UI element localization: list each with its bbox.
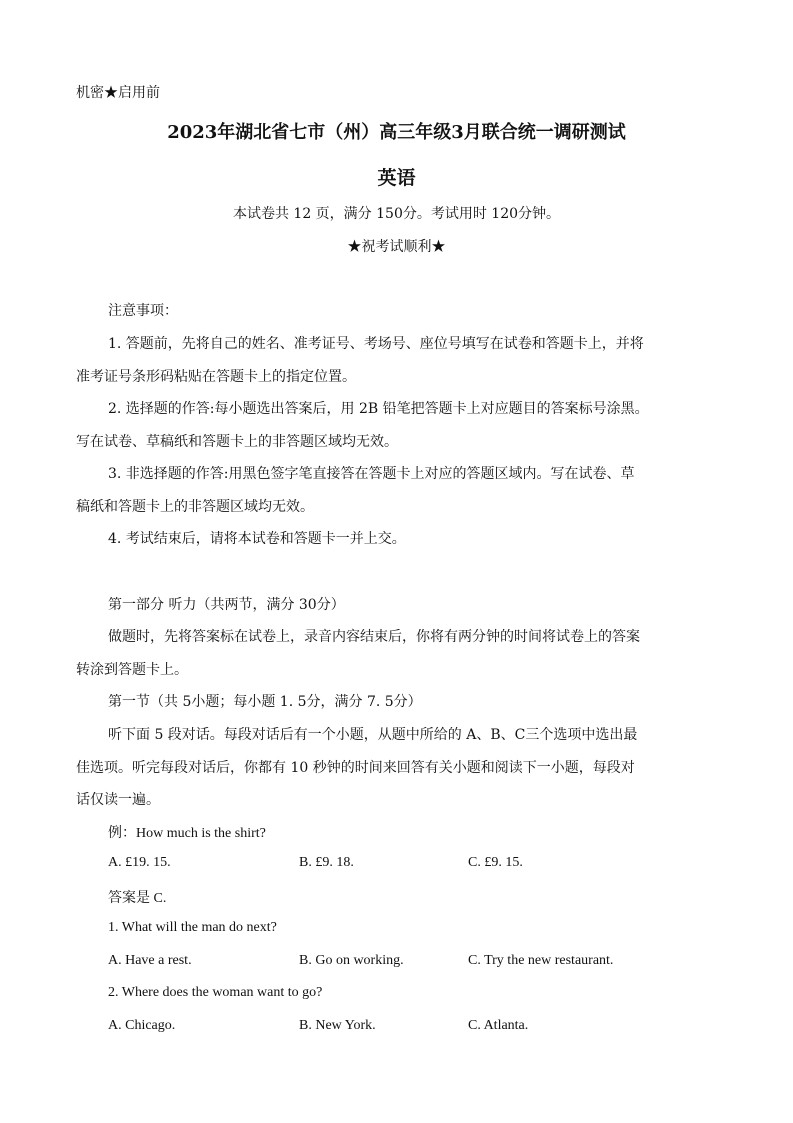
exam-title: 2023年湖北省七市（州）高三年级3月联合统一调研测试 (167, 122, 626, 143)
section1-intro-line-1: 听下面 5 段对话。每段对话后有一个小题，从题中所给的 A、B、C三个选项中选出最 (108, 727, 638, 743)
question-1-option-c: C. Try the new restaurant. (468, 953, 614, 968)
note-item-1-line-2: 准考证号条形码粘贴在答题卡上的指定位置。 (76, 369, 356, 385)
note-item-1-line-1: 1. 答题前，先将自己的姓名、准考证号、考场号、座位号填写在试卷和答题卡上，并将 (108, 336, 644, 352)
example-option-a: A. £19. 15. (108, 855, 171, 870)
section1-intro-line-2: 佳选项。听完每段对话后，你都有 10 秒钟的时间来回答有关小题和阅读下一小题，每段对 (76, 760, 635, 776)
question-2-option-c: C. Atlanta. (468, 1018, 529, 1033)
notes-heading: 注意事项： (108, 303, 178, 319)
note-item-2-line-2: 写在试卷、草稿纸和答题卡上的非答题区域均无效。 (76, 434, 398, 450)
note-item-2-line-1: 2. 选择题的作答:每小题选出答案后，用 2B 铅笔把答题卡上对应题目的答案标号涂黑。 (108, 401, 649, 417)
question-2-option-b: B. New York. (299, 1018, 376, 1033)
part1-heading: 第一部分 听力（共两节，满分 30分） (108, 597, 345, 613)
section1-heading: 第一节（共 5小题；每小题 1. 5分，满分 7. 5分） (108, 694, 422, 710)
exam-info: 本试卷共 12 页，满分 150分。考试用时 120分钟。 (232, 206, 561, 222)
subject-title: 英语 (377, 167, 416, 189)
question-1: 1. What will the man do next? (108, 920, 277, 935)
question-2-option-a: A. Chicago. (108, 1018, 176, 1033)
example-option-b: B. £9. 18. (299, 855, 354, 870)
question-1-option-a: A. Have a rest. (108, 953, 192, 968)
question-1-option-b: B. Go on working. (299, 953, 404, 968)
part1-intro-line-1: 做题时，先将答案标在试卷上，录音内容结束后，你将有两分钟的时间将试卷上的答案 (108, 629, 640, 645)
section1-intro-line-3: 话仅读一遍。 (76, 792, 160, 808)
example-answer: 答案是 C. (108, 891, 167, 906)
example-option-c: C. £9. 15. (468, 855, 523, 870)
note-item-4: 4. 考试结束后，请将本试卷和答题卡一并上交。 (108, 531, 406, 547)
note-item-3-line-1: 3. 非选择题的作答:用黑色签字笔直接答在答题卡上对应的答题区域内。写在试卷、草 (108, 466, 635, 482)
part1-intro-line-2: 转涂到答题卡上。 (76, 662, 188, 678)
note-item-3-line-2: 稿纸和答题卡上的非答题区域均无效。 (76, 499, 314, 515)
good-luck-line: ★祝考试顺利★ (347, 239, 446, 255)
example-question: 例：How much is the shirt? (108, 826, 266, 841)
confidential-label: 机密★启用前 (76, 85, 160, 101)
question-2: 2. Where does the woman want to go? (108, 985, 323, 1000)
